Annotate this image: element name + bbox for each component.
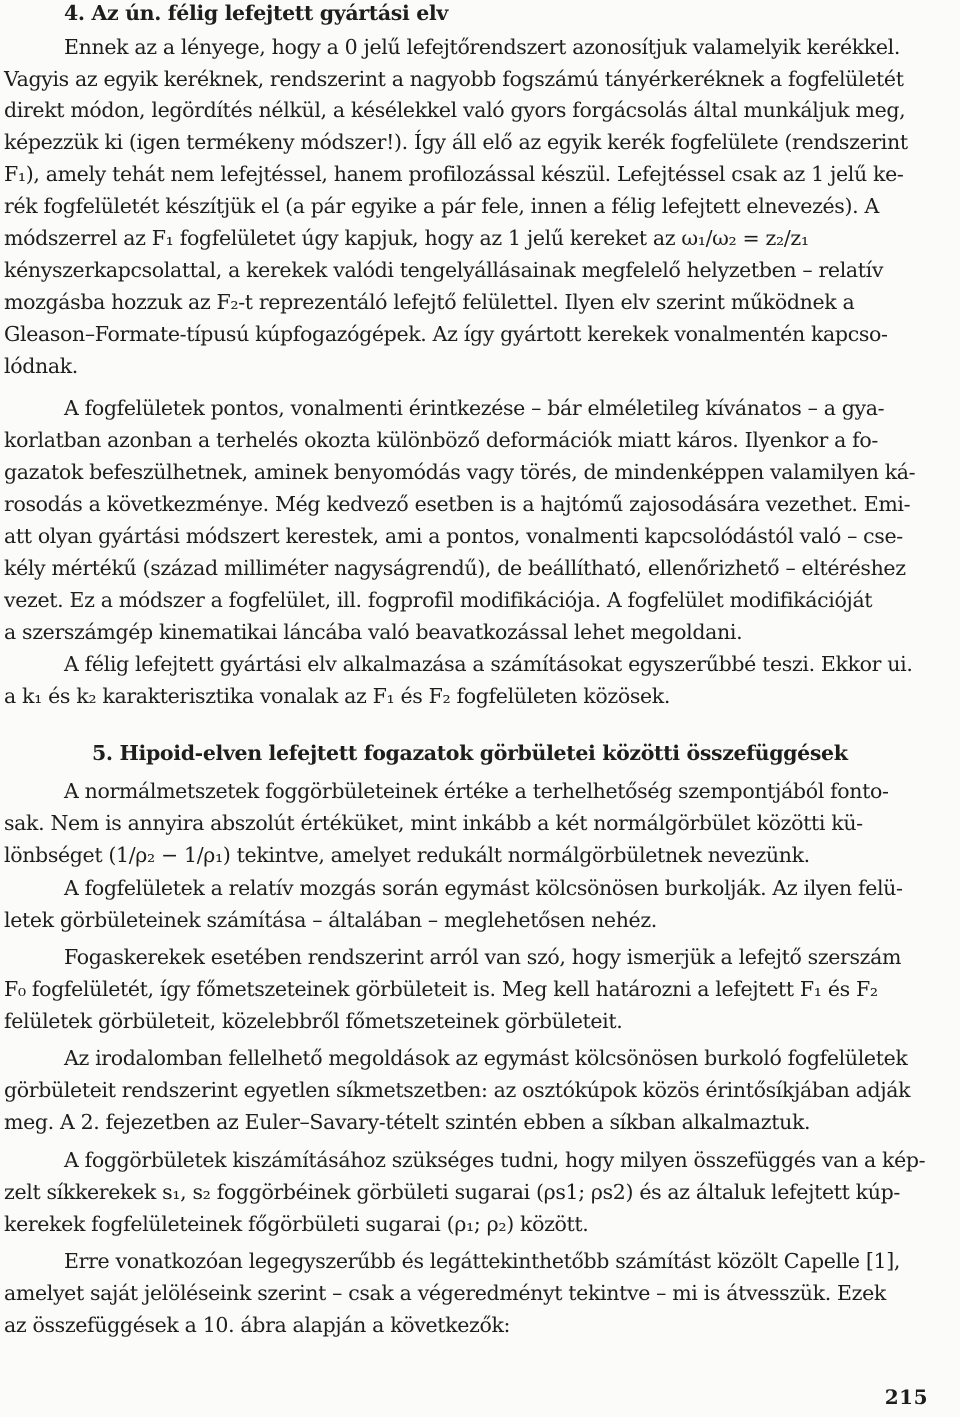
text-line: Vagyis az egyik keréknek, rendszerint a nagyobb fogszámú tányérkeréknek a fogfelületét (4, 67, 904, 91)
text-line: görbületeit rendszerint egyetlen síkmetszetben: az osztókúpok közös érintősíkjában adják (4, 1078, 911, 1102)
text-line: amelyet saját jelöléseink szerint – csak a végeredményt tekintve – mi is átvesszük. Ezek (4, 1281, 886, 1305)
text-line: képezzük ki (igen termékeny módszer!). Így áll elő az egyik kerék fogfelülete (rendszerint (4, 130, 908, 154)
text-line: a szerszámgép kinematikai láncába való beavatkozással lehet megoldani. (4, 620, 743, 644)
section-heading-5: 5. Hipoid-elven lefejtett fogazatok görbületei közötti összefüggések (92, 741, 848, 765)
text-line: A normálmetszetek foggörbületeinek értéke a terhelhetőség szempontjából fonto- (64, 779, 889, 803)
text-line: kerekek fogfelületeinek főgörbületi sugarai (ρ₁; ρ₂) között. (4, 1212, 589, 1236)
text-line: rosodás a következménye. Még kedvező esetben is a hajtómű zajosodására vezethet. Emi- (4, 492, 911, 516)
text-line: sak. Nem is annyira abszolút értéküket, mint inkább a két normálgörbület közötti kü- (4, 811, 863, 835)
text-line: kély mértékű (század milliméter nagyságrendű), de beállítható, ellenőrizhető – eltéréshez (4, 556, 906, 580)
text-line: a k₁ és k₂ karakterisztika vonalak az F₁ és F₂ fogfelületen közösek. (4, 684, 671, 708)
text-line: A fogfelületek a relatív mozgás során egymást kölcsönösen burkolják. Az ilyen felü- (64, 876, 903, 900)
text-line: az összefüggések a 10. ábra alapján a következők: (4, 1313, 511, 1337)
text-line: módszerrel az F₁ fogfelületet úgy kapjuk, hogy az 1 jelű kereket az ω₁/ω₂ = z₂/z₁ (4, 226, 809, 250)
text-line: meg. A 2. fejezetben az Euler–Savary-tételt szintén ebben a síkban alkalmaztuk. (4, 1110, 811, 1134)
text-line: F₁), amely tehát nem lefejtéssel, hanem profilozással készül. Lefejtéssel csak az 1 jelű ke- (4, 162, 904, 186)
text-line: A fogfelületek pontos, vonalmenti érintkezése – bár elméletileg kívánatos – a gya- (64, 396, 885, 420)
text-line: korlatban azonban a terhelés okozta különböző deformációk miatt káros. Ilyenkor a fo- (4, 428, 878, 452)
text-line: Fogaskerekek esetében rendszerint arról van szó, hogy ismerjük a lefejtő szerszám (64, 945, 902, 969)
text-line: lódnak. (4, 354, 78, 378)
page-number: 215 (884, 1385, 928, 1409)
text-line: direkt módon, legördítés nélkül, a késélekkel való gyors forgácsolás által munkáljuk meg, (4, 98, 906, 122)
text-line: rék fogfelületét készítjük el (a pár egyike a pár fele, innen a félig lefejtett elnevezés). A (4, 194, 879, 218)
text-line: A félig lefejtett gyártási elv alkalmazása a számításokat egyszerűbbé teszi. Ekkor ui. (64, 652, 913, 676)
text-line: vezet. Ez a módszer a fogfelület, ill. fogprofil modifikációja. A fogfelület modifikációját (4, 588, 873, 612)
text-line: att olyan gyártási módszert kerestek, ami a pontos, vonalmenti kapcsolódástól való – cse- (4, 524, 903, 548)
text-line: F₀ fogfelületét, így főmetszeteinek görbületeit is. Meg kell határozni a lefejtett F₁ és F₂ (4, 977, 878, 1001)
text-line: Erre vonatkozóan legegyszerűbb és legáttekinthetőbb számítást közölt Capelle [1], (64, 1249, 901, 1273)
text-line: Ennek az a lényege, hogy a 0 jelű lefejtőrendszert azonosítjuk valamelyik kerékkel. (64, 35, 901, 59)
text-line: kényszerkapcsolattal, a kerekek valódi tengelyállásainak megfelelő helyzetben – relatív (4, 258, 884, 282)
text-line: gazatok befeszülhetnek, aminek benyomódás vagy törés, de mindenképpen valamilyen ká- (4, 460, 916, 484)
text-line: Az irodalomban fellelhető megoldások az egymást kölcsönösen burkoló fogfelületek (64, 1046, 908, 1070)
text-line: mozgásba hozzuk az F₂-t reprezentáló lefejtő felülettel. Ilyen elv szerint működnek a (4, 290, 855, 314)
text-line: letek görbületeinek számítása – általában – meglehetősen nehéz. (4, 908, 657, 932)
text-line: A foggörbületek kiszámításához szükséges tudni, hogy milyen összefüggés van a kép- (64, 1148, 926, 1172)
text-line: zelt síkkerekek s₁, s₂ foggörbéinek görbületi sugarai (ρs1; ρs2) és az általuk lefejtett kúp- (4, 1180, 900, 1204)
text-line: felületek görbületeit, közelebbről főmetszeteinek görbületeit. (4, 1009, 623, 1033)
text-line: Gleason–Formate-típusú kúpfogazógépek. Az így gyártott kerekek vonalmentén kapcso- (4, 322, 888, 346)
text-line: lönbséget (1/ρ₂ − 1/ρ₁) tekintve, amelyet redukált normálgörbületnek nevezünk. (4, 843, 810, 867)
section-heading-4: 4. Az ún. félig lefejtett gyártási elv (64, 1, 448, 25)
